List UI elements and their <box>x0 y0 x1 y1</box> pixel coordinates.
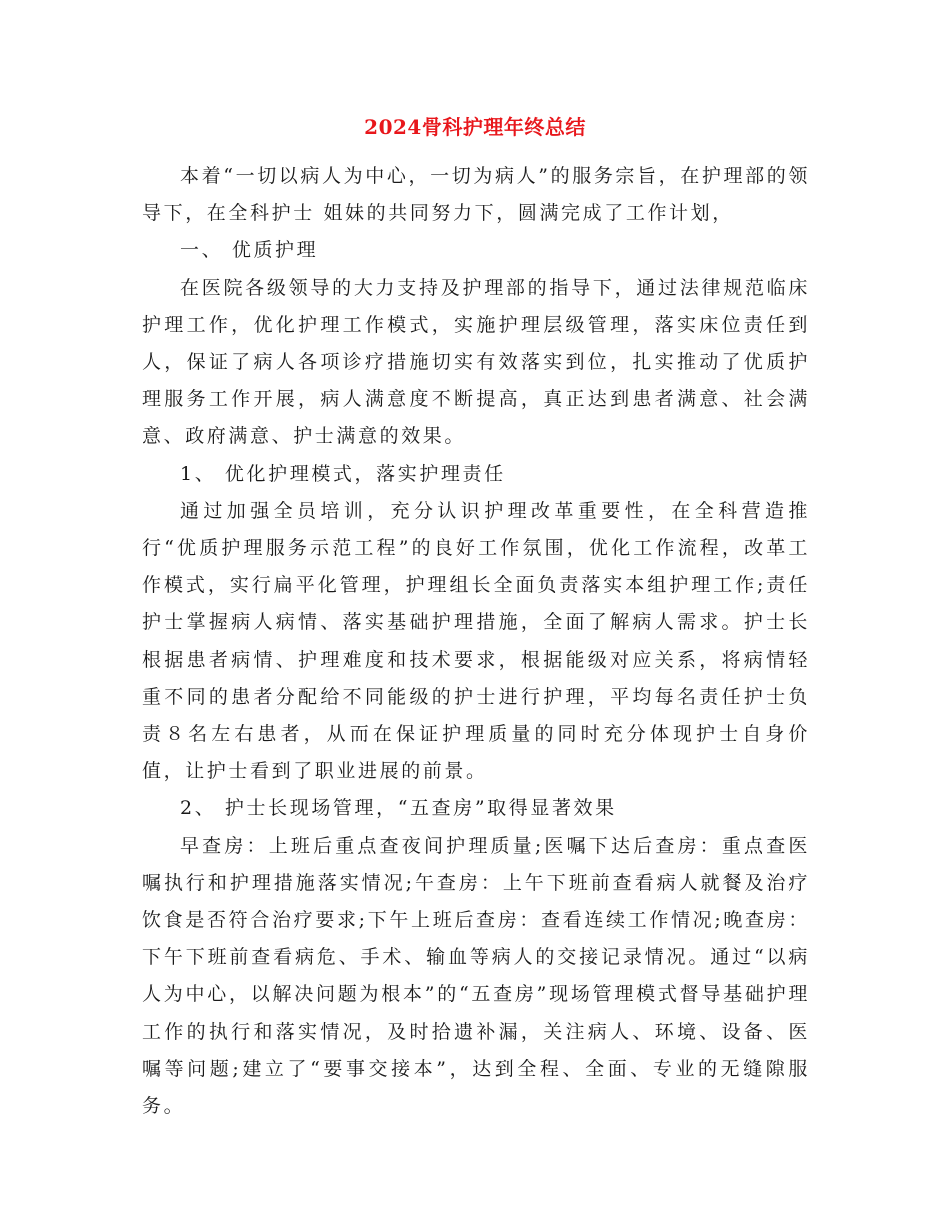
document-body <box>142 158 810 1125</box>
intro-paragraph: 本着“一切以病人为中心，一切为病人”的服务宗旨，在护理部的领导下，在全科护士 姐妹的共同努力下，圆满完成了工作计划， <box>142 165 810 225</box>
subsection-heading-1: 1、 优化护理模式，落实护理责任 <box>180 462 506 485</box>
subsection-heading-2: 2、 护士长现场管理，“五查房”取得显著效果 <box>180 797 617 820</box>
document-title: 2024骨科护理年终总结 <box>364 115 586 139</box>
ward-rounds-paragraph: 早查房：上班后重点查夜间护理质量;医嘱下达后查房：重点查医嘱执行和护理措施落实情况;午查房：上午下班前查看病人就餐及治疗饮食是否符合治疗要求;下午上班后查房：查看连续工作情况;晚查房：下午下班前查看病危、手术、输血等病人的交接记录情况。通过“以病人为中心，以解决问题为根本”的“五查房”现场管理模式督导基础护理工作的执行和落实情况，及时拾遗补漏，关注病人、环境、设备、医嘱等问题;建立了“要事交接本”，达到全程、全面、专业的无缝隙服务。 <box>142 834 810 1118</box>
section-heading-quality-nursing: 一、 优质护理 <box>180 239 319 262</box>
nursing-model-paragraph: 通过加强全员培训，充分认识护理改革重要性，在全科营造推行“优质护理服务示范工程”的良好工作氛围，优化工作流程，改革工作模式，实行扁平化管理，护理组长全面负责落实本组护理工作;责任护士掌握病人病情、落实基础护理措施，全面了解病人需求。护士长根据患者病情、护理难度和技术要求，根据能级对应关系，将病情轻重不同的患者分配给不同能级的护士进行护理，平均每名责任护士负责８名左右患者，从而在保证护理质量的同时充分体现护士自身价值，让护士看到了职业进展的前景。 <box>142 499 810 783</box>
quality-nursing-paragraph: 在医院各级领导的大力支持及护理部的指导下，通过法律规范临床护理工作，优化护理工作模式，实施护理层级管理，落实床位责任到人，保证了病人各项诊疗措施切实有效落实到位，扎实推动了优质护理服务工作开展，病人满意度不断提高，真正达到患者满意、社会满意、政府满意、护士满意的效果。 <box>142 276 810 448</box>
